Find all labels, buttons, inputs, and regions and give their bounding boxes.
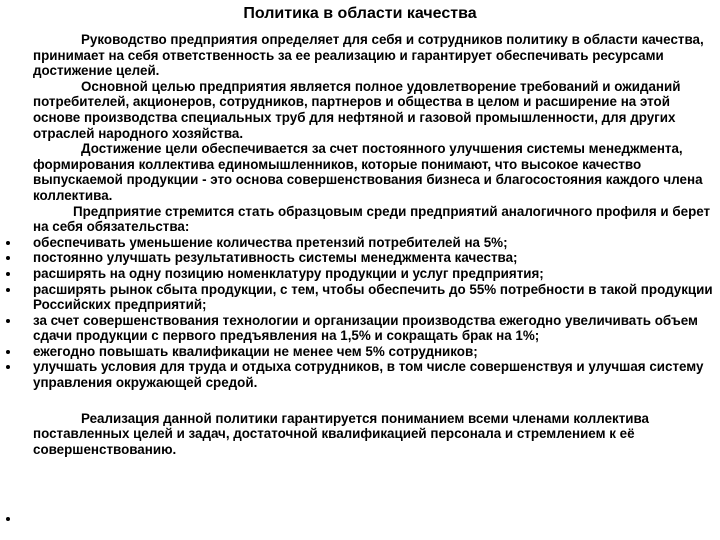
obligations-list xyxy=(33,235,713,391)
paragraph-achievement: Достижение цели обеспечивается за счет постоянного улучшения системы менеджмента, формирования коллектива единомышленников, которые понимают, что высокое качество выпускаемой продукции - это основа совершенствования бизнеса и благосостояния каждого члена коллектива. xyxy=(33,141,703,203)
obligation-text: постоянно улучшать результативность системы менеджмента качества; xyxy=(33,250,518,266)
spacer xyxy=(33,391,713,411)
obligation-item xyxy=(33,266,713,282)
obligation-text: за счет совершенствования технологии и организации производства ежегодно увеличивать объем сдачи продукции с первого предъявления на 1,5% и сокращать брак на 1%; xyxy=(33,312,698,344)
bullet-icon xyxy=(6,365,10,369)
paragraph-obligations-intro: Предприятие стремится стать образцовым среди предприятий аналогичного профиля и берет на себя обязательства: xyxy=(33,203,711,235)
paragraph-closing: Реализация данной политики гарантируется пониманием всеми членами коллектива поставленных целей и задач, достаточной квалификацией персонала и стремлением к её совершенствованию. xyxy=(33,410,650,457)
bullet-icon xyxy=(6,272,10,276)
obligation-item xyxy=(33,282,713,313)
obligation-item xyxy=(33,313,713,344)
empty-bullet-icon xyxy=(6,517,10,521)
obligation-text: обеспечивать уменьшение количества претензий потребителей на 5%; xyxy=(33,234,508,250)
obligation-item xyxy=(33,344,713,360)
obligation-text: расширять на одну позицию номенклатуру продукции и услуг предприятия; xyxy=(33,265,544,281)
obligation-item xyxy=(33,235,713,251)
paragraph-leadership: Руководство предприятия определяет для себя и сотрудников политику в области качества, принимает на себя ответственность за ее реализацию и гарантирует обеспечивать ресурсами достижение целей. xyxy=(33,32,704,79)
obligation-text: улучшать условия для труда и отдыха сотрудников, в том числе совершенствуя и улучшая систему управления окружающей средой. xyxy=(33,359,704,391)
bullet-icon xyxy=(6,288,10,292)
obligation-item xyxy=(33,250,713,266)
bullet-icon xyxy=(6,350,10,354)
bullet-icon xyxy=(6,256,10,260)
obligation-text: расширять рынок сбыта продукции, с тем, чтобы обеспечить до 55% потребности в такой продукции Российских предприятий; xyxy=(33,281,713,313)
slide-title: Политика в области качества xyxy=(243,5,477,22)
paragraph-main-goal: Основной целью предприятия является полное удовлетворение требований и ожиданий потребителей, акционеров, сотрудников, партнеров и общества в целом и расширение на этой основе производства специальных труб для нефтяной и газовой промышленности, для других отраслей народного хозяйства. xyxy=(33,78,681,141)
obligation-text: ежегодно повышать квалификации не менее чем 5% сотрудников; xyxy=(33,343,478,359)
bullet-icon xyxy=(6,319,10,323)
slide-content xyxy=(33,32,713,457)
obligation-item xyxy=(33,359,713,390)
bullet-icon xyxy=(6,241,10,245)
